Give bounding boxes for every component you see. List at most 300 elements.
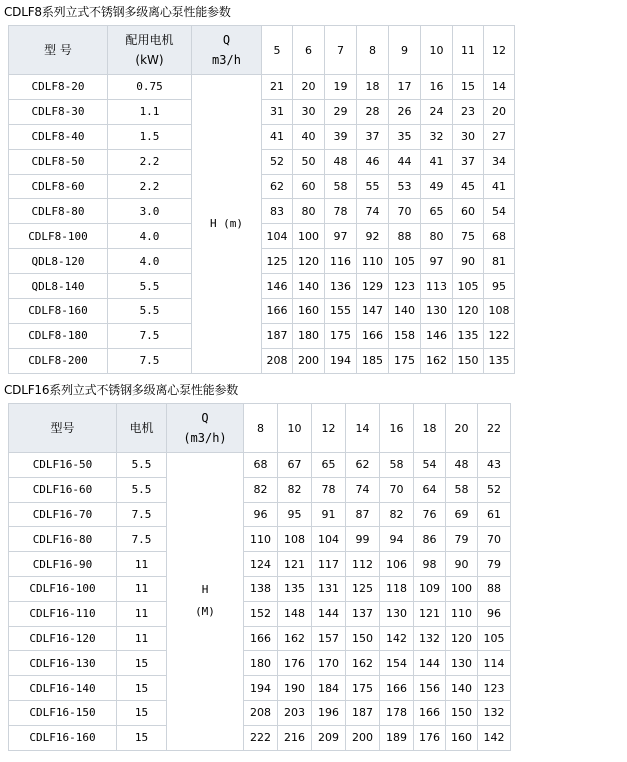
cell-text: 58 bbox=[389, 458, 404, 472]
cell-text: 2.2 bbox=[139, 155, 160, 169]
head-value-cell bbox=[346, 626, 380, 651]
head-value-cell bbox=[414, 552, 446, 577]
cell-text: 10 bbox=[287, 421, 302, 435]
cell-text: 135 bbox=[457, 329, 479, 343]
head-value-cell bbox=[421, 149, 453, 174]
cell-text: 170 bbox=[318, 656, 339, 670]
head-value-cell bbox=[421, 274, 453, 299]
cdlf16-performance-table bbox=[8, 403, 511, 751]
model-cell bbox=[9, 502, 117, 527]
head-value-cell bbox=[421, 224, 453, 249]
head-value-cell bbox=[312, 676, 346, 701]
motor-kw-cell bbox=[117, 552, 167, 577]
head-value-cell bbox=[312, 626, 346, 651]
head-value-cell bbox=[453, 323, 484, 348]
cell-text: 166 bbox=[266, 304, 288, 318]
cell-text: 43 bbox=[487, 458, 501, 472]
cell-text: 157 bbox=[318, 631, 339, 645]
head-value-cell bbox=[325, 323, 357, 348]
head-value-cell bbox=[446, 552, 478, 577]
cell-text: m3/h bbox=[212, 53, 241, 67]
head-value-cell bbox=[244, 626, 278, 651]
head-value-cell bbox=[262, 348, 293, 373]
table-row bbox=[9, 174, 515, 199]
cell-text: 49 bbox=[429, 180, 444, 193]
head-value-cell bbox=[346, 676, 380, 701]
cell-text: 46 bbox=[365, 155, 380, 169]
model-cell bbox=[9, 249, 108, 274]
cell-text: CDLF16-110 bbox=[29, 607, 96, 621]
cell-text: 95 bbox=[287, 507, 302, 521]
head-value-cell bbox=[478, 676, 511, 701]
cell-text: 105 bbox=[394, 254, 415, 268]
head-value-cell bbox=[357, 323, 389, 348]
cell-text: 222 bbox=[250, 731, 271, 745]
cell-text: 82 bbox=[253, 483, 268, 497]
cell-text: 91 bbox=[321, 507, 336, 521]
model-cell bbox=[9, 274, 108, 299]
motor-kw-cell bbox=[117, 676, 167, 701]
head-value-cell bbox=[478, 700, 511, 725]
head-value-cell bbox=[312, 576, 346, 601]
cell-text: 12 bbox=[492, 43, 506, 57]
head-value-cell bbox=[312, 601, 346, 626]
cell-text: 5.5 bbox=[139, 304, 160, 318]
head-value-cell bbox=[414, 576, 446, 601]
head-value-cell bbox=[484, 124, 515, 149]
cell-text: 132 bbox=[483, 706, 505, 720]
cell-text: 67 bbox=[287, 458, 302, 472]
head-value-cell bbox=[380, 527, 414, 552]
head-value-cell bbox=[484, 199, 515, 224]
head-value-cell bbox=[414, 651, 446, 676]
flow-value-header bbox=[446, 404, 478, 453]
head-value-cell bbox=[278, 477, 312, 502]
head-value-cell bbox=[484, 299, 515, 324]
head-value-cell bbox=[478, 626, 511, 651]
cell-text: 147 bbox=[362, 304, 383, 318]
cell-text: 146 bbox=[426, 329, 447, 343]
head-value-cell bbox=[389, 224, 421, 249]
cell-text: 138 bbox=[250, 582, 271, 596]
head-value-cell bbox=[484, 75, 515, 100]
head-value-cell bbox=[421, 323, 453, 348]
model-header bbox=[9, 404, 117, 453]
cell-text: 18 bbox=[422, 421, 437, 435]
model-cell bbox=[9, 174, 108, 199]
table-row bbox=[9, 527, 511, 552]
head-value-cell bbox=[278, 626, 312, 651]
cell-text: 146 bbox=[266, 279, 288, 293]
cell-text: 15 bbox=[134, 656, 149, 670]
cell-text: 105 bbox=[457, 279, 479, 293]
head-value-cell bbox=[244, 552, 278, 577]
cell-text: 150 bbox=[457, 354, 479, 368]
cell-text: 216 bbox=[284, 731, 305, 745]
cell-text: 166 bbox=[386, 681, 407, 695]
model-cell bbox=[9, 453, 117, 478]
model-cell bbox=[9, 527, 117, 552]
head-value-cell bbox=[478, 453, 511, 478]
cell-text: Q bbox=[201, 411, 209, 425]
cell-text: 196 bbox=[318, 706, 339, 720]
cell-text: 45 bbox=[461, 180, 475, 193]
head-value-cell bbox=[453, 274, 484, 299]
head-value-cell bbox=[244, 676, 278, 701]
cell-text: 160 bbox=[451, 731, 472, 745]
table-row bbox=[9, 199, 515, 224]
cell-text: 120 bbox=[298, 254, 319, 268]
head-value-cell bbox=[293, 199, 325, 224]
model-cell bbox=[9, 323, 108, 348]
cell-text: 208 bbox=[250, 706, 271, 720]
head-value-cell bbox=[446, 676, 478, 701]
cell-text: CDLF16-130 bbox=[29, 656, 96, 670]
motor-kw-cell bbox=[108, 249, 192, 274]
cell-text: 110 bbox=[250, 532, 271, 546]
cell-text: 型 号 bbox=[44, 43, 72, 57]
cell-text: 62 bbox=[270, 180, 284, 193]
motor-kw-cell bbox=[108, 199, 192, 224]
table-row bbox=[9, 299, 515, 324]
cell-text: 14 bbox=[492, 80, 506, 94]
head-value-cell bbox=[484, 224, 515, 249]
head-value-cell bbox=[262, 149, 293, 174]
table-row bbox=[9, 224, 515, 249]
head-value-cell bbox=[453, 124, 484, 149]
flow-value-header bbox=[312, 404, 346, 453]
head-value-cell bbox=[357, 174, 389, 199]
cell-text: 19 bbox=[333, 80, 348, 94]
cell-text: 15 bbox=[134, 681, 149, 695]
cell-text: 16 bbox=[389, 421, 404, 435]
flow-value-header bbox=[325, 26, 357, 75]
head-value-cell bbox=[262, 224, 293, 249]
cell-text: 95 bbox=[492, 279, 506, 293]
cell-text: 194 bbox=[330, 354, 351, 368]
cell-text: 74 bbox=[365, 204, 380, 218]
cell-text: CDLF8-20 bbox=[31, 80, 85, 94]
head-value-cell bbox=[244, 527, 278, 552]
head-value-cell bbox=[244, 651, 278, 676]
head-value-cell bbox=[357, 124, 389, 149]
cell-text: 135 bbox=[284, 582, 305, 596]
model-cell bbox=[9, 199, 108, 224]
head-value-cell bbox=[414, 700, 446, 725]
cell-text: 156 bbox=[419, 681, 440, 695]
cell-text: 104 bbox=[318, 532, 339, 546]
cell-text: 23 bbox=[461, 105, 475, 119]
cell-text: CDLF8-160 bbox=[28, 304, 88, 318]
cell-text: 16 bbox=[429, 80, 444, 94]
cell-text: 109 bbox=[419, 582, 440, 596]
head-value-cell bbox=[278, 676, 312, 701]
head-value-cell bbox=[325, 149, 357, 174]
head-value-cell bbox=[293, 174, 325, 199]
model-cell bbox=[9, 75, 108, 100]
cell-text: 112 bbox=[352, 557, 373, 571]
cell-text: 88 bbox=[397, 229, 412, 243]
cell-text: 82 bbox=[389, 507, 404, 521]
cell-text: CDLF8-200 bbox=[28, 354, 88, 368]
table-row bbox=[9, 124, 515, 149]
cell-text: 162 bbox=[284, 631, 305, 645]
cell-text: 62 bbox=[355, 458, 370, 472]
table1-title: CDLF8系列立式不锈钢多级离心泵性能参数 bbox=[4, 5, 231, 19]
head-value-cell bbox=[380, 651, 414, 676]
cell-text: 160 bbox=[298, 304, 319, 318]
cell-text: 140 bbox=[394, 304, 415, 318]
cell-text: 123 bbox=[394, 279, 415, 293]
cell-text: CDLF16-120 bbox=[29, 631, 96, 645]
motor-kw-cell bbox=[117, 576, 167, 601]
motor-kw-cell bbox=[117, 626, 167, 651]
cell-text: 104 bbox=[266, 229, 288, 243]
motor-kw-cell bbox=[117, 477, 167, 502]
cell-text: 96 bbox=[487, 607, 501, 621]
cell-text: CDLF8-30 bbox=[31, 105, 85, 119]
head-value-cell bbox=[325, 224, 357, 249]
head-value-cell bbox=[262, 199, 293, 224]
cell-text: 200 bbox=[298, 354, 319, 368]
cell-text: 15 bbox=[134, 731, 149, 745]
cell-text: 125 bbox=[266, 254, 288, 268]
cell-text: 型号 bbox=[50, 421, 75, 435]
cell-text: 90 bbox=[454, 557, 469, 571]
head-value-cell bbox=[380, 700, 414, 725]
head-value-cell bbox=[346, 601, 380, 626]
cell-text: 130 bbox=[426, 304, 447, 318]
cell-text: CDLF16-100 bbox=[29, 582, 96, 596]
flow-value-header bbox=[414, 404, 446, 453]
cell-text: 208 bbox=[266, 354, 288, 368]
flow-value-header bbox=[484, 26, 515, 75]
motor-kw-cell bbox=[117, 651, 167, 676]
cell-text: 18 bbox=[365, 80, 380, 94]
head-value-cell bbox=[312, 502, 346, 527]
head-value-cell bbox=[421, 199, 453, 224]
table-row bbox=[9, 700, 511, 725]
head-value-cell bbox=[484, 249, 515, 274]
head-value-cell bbox=[380, 552, 414, 577]
head-value-cell bbox=[293, 124, 325, 149]
cell-text: 136 bbox=[330, 279, 351, 293]
cell-text: 152 bbox=[250, 607, 271, 621]
cell-text: 20 bbox=[454, 421, 469, 435]
cell-text: 166 bbox=[250, 631, 271, 645]
table-row bbox=[9, 651, 511, 676]
cell-text: CDLF16-140 bbox=[29, 681, 96, 695]
flow-value-header bbox=[357, 26, 389, 75]
cell-text: 78 bbox=[321, 483, 336, 497]
head-value-cell bbox=[421, 174, 453, 199]
head-value-cell bbox=[357, 274, 389, 299]
motor-kw-cell bbox=[117, 601, 167, 626]
head-value-cell bbox=[357, 99, 389, 124]
head-value-cell bbox=[325, 124, 357, 149]
cell-text: 97 bbox=[429, 254, 444, 268]
cell-text: 69 bbox=[454, 507, 469, 521]
head-value-cell bbox=[380, 626, 414, 651]
motor-kw-cell bbox=[117, 502, 167, 527]
head-value-cell bbox=[278, 651, 312, 676]
head-value-cell bbox=[414, 453, 446, 478]
motor-header bbox=[117, 404, 167, 453]
cell-text: 70 bbox=[389, 483, 404, 497]
cell-text: 140 bbox=[298, 279, 319, 293]
flow-value-header bbox=[389, 26, 421, 75]
cell-text: 64 bbox=[422, 483, 437, 497]
cell-text: 9 bbox=[401, 43, 408, 57]
head-value-cell bbox=[325, 199, 357, 224]
cell-text: 158 bbox=[394, 329, 415, 343]
cell-text: 129 bbox=[362, 279, 383, 293]
head-value-cell bbox=[357, 75, 389, 100]
cell-text: 150 bbox=[451, 706, 472, 720]
head-value-cell bbox=[446, 502, 478, 527]
head-value-cell bbox=[312, 725, 346, 750]
head-label-cell bbox=[167, 453, 244, 751]
head-value-cell bbox=[380, 676, 414, 701]
cell-text: 82 bbox=[287, 483, 302, 497]
cell-text: 150 bbox=[352, 631, 373, 645]
model-cell bbox=[9, 700, 117, 725]
motor-kw-cell bbox=[117, 527, 167, 552]
flow-value-header bbox=[421, 26, 453, 75]
cell-text: 41 bbox=[492, 180, 506, 193]
head-value-cell bbox=[312, 651, 346, 676]
cell-text: 130 bbox=[451, 656, 472, 670]
cell-text: 97 bbox=[333, 229, 348, 243]
cell-text: CDLF16-150 bbox=[29, 706, 96, 720]
head-value-cell bbox=[421, 348, 453, 373]
cell-text: 15 bbox=[461, 80, 475, 94]
cell-text: 12 bbox=[321, 421, 336, 435]
head-value-cell bbox=[484, 323, 515, 348]
head-value-cell bbox=[357, 299, 389, 324]
head-value-cell bbox=[357, 249, 389, 274]
cell-text: 144 bbox=[318, 607, 339, 621]
head-value-cell bbox=[244, 601, 278, 626]
cell-text: 7.5 bbox=[131, 507, 152, 521]
cell-text: 87 bbox=[355, 507, 370, 521]
cell-text: 11 bbox=[134, 582, 149, 596]
cell-text: 122 bbox=[488, 329, 510, 343]
cell-text: 10 bbox=[429, 43, 444, 57]
cell-text: 32 bbox=[429, 130, 444, 144]
cell-text: 80 bbox=[301, 204, 316, 218]
motor-kw-cell bbox=[108, 174, 192, 199]
cell-text: 5.5 bbox=[131, 483, 152, 497]
head-value-cell bbox=[244, 725, 278, 750]
head-value-cell bbox=[389, 149, 421, 174]
cell-text: 76 bbox=[422, 507, 437, 521]
cell-text: 110 bbox=[451, 607, 472, 621]
cell-text: 135 bbox=[488, 354, 510, 368]
cell-text: 120 bbox=[457, 304, 479, 318]
head-value-cell bbox=[244, 477, 278, 502]
head-value-cell bbox=[389, 348, 421, 373]
cell-text: 114 bbox=[483, 656, 505, 670]
head-value-cell bbox=[293, 149, 325, 174]
table-row bbox=[9, 676, 511, 701]
cell-text: 94 bbox=[389, 532, 404, 546]
head-value-cell bbox=[262, 124, 293, 149]
head-value-cell bbox=[414, 477, 446, 502]
head-value-cell bbox=[389, 199, 421, 224]
head-value-cell bbox=[380, 601, 414, 626]
cell-text: 83 bbox=[270, 204, 284, 218]
cell-text: 20 bbox=[492, 105, 506, 119]
head-value-cell bbox=[414, 626, 446, 651]
cell-text: (kW) bbox=[135, 53, 164, 67]
head-value-cell bbox=[421, 75, 453, 100]
head-value-cell bbox=[325, 99, 357, 124]
head-value-cell bbox=[389, 274, 421, 299]
cell-text: 121 bbox=[419, 607, 440, 621]
head-value-cell bbox=[478, 502, 511, 527]
cell-text: 30 bbox=[461, 130, 475, 144]
cell-text: CDLF16-70 bbox=[32, 507, 93, 521]
model-cell bbox=[9, 651, 117, 676]
head-value-cell bbox=[262, 99, 293, 124]
head-value-cell bbox=[380, 453, 414, 478]
cell-text: 65 bbox=[321, 458, 336, 472]
cell-text: 108 bbox=[284, 532, 305, 546]
table-row bbox=[9, 453, 511, 478]
head-value-cell bbox=[346, 527, 380, 552]
cell-text: 27 bbox=[492, 130, 506, 144]
cell-text: 15 bbox=[134, 706, 149, 720]
model-cell bbox=[9, 348, 108, 373]
head-value-cell bbox=[278, 725, 312, 750]
cell-text: 14 bbox=[355, 421, 370, 435]
model-cell bbox=[9, 576, 117, 601]
cell-text: 131 bbox=[318, 582, 339, 596]
cell-text: 98 bbox=[422, 557, 437, 571]
cell-text: 74 bbox=[355, 483, 370, 497]
cell-text: 162 bbox=[426, 354, 447, 368]
cell-text: 70 bbox=[397, 204, 412, 218]
head-value-cell bbox=[293, 249, 325, 274]
head-value-cell bbox=[478, 576, 511, 601]
cell-text: 144 bbox=[419, 656, 440, 670]
cell-text: 61 bbox=[487, 507, 501, 521]
cell-text: 48 bbox=[333, 155, 348, 169]
cell-text: 117 bbox=[318, 557, 339, 571]
head-value-cell bbox=[414, 502, 446, 527]
cell-text: 79 bbox=[487, 557, 501, 571]
cell-text: 7.5 bbox=[139, 354, 160, 368]
cell-text: 54 bbox=[422, 458, 437, 472]
cell-text: 44 bbox=[397, 155, 412, 169]
head-value-cell bbox=[244, 576, 278, 601]
head-value-cell bbox=[380, 725, 414, 750]
cell-text: 11 bbox=[461, 43, 475, 57]
head-value-cell bbox=[478, 552, 511, 577]
head-value-cell bbox=[478, 651, 511, 676]
head-value-cell bbox=[484, 99, 515, 124]
cell-text: 132 bbox=[419, 631, 440, 645]
head-value-cell bbox=[278, 527, 312, 552]
cell-text: 34 bbox=[492, 155, 506, 169]
head-value-cell bbox=[380, 576, 414, 601]
head-value-cell bbox=[346, 725, 380, 750]
cell-text: 166 bbox=[419, 706, 440, 720]
head-value-cell bbox=[325, 274, 357, 299]
cell-text: 96 bbox=[253, 507, 268, 521]
head-value-cell bbox=[278, 552, 312, 577]
